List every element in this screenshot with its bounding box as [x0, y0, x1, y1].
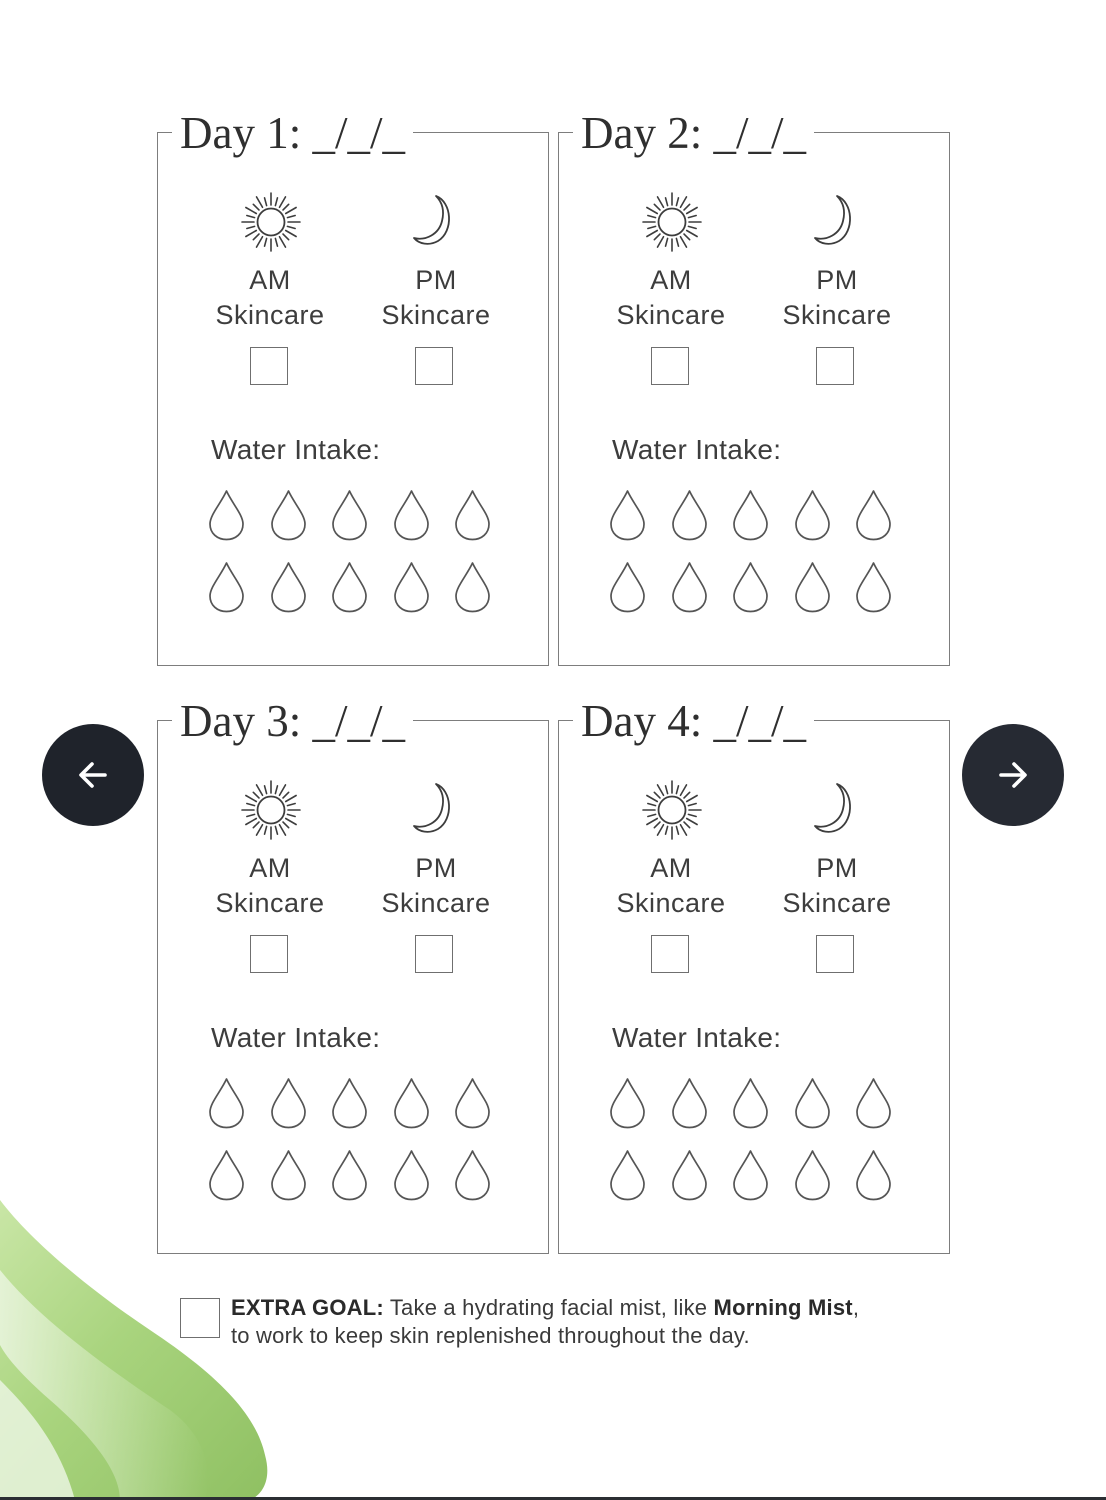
- extra-goal-checkbox[interactable]: [180, 1298, 220, 1338]
- water-drop-icon[interactable]: [393, 1077, 430, 1129]
- sun-icon: [641, 779, 703, 841]
- water-drop-icon[interactable]: [454, 489, 491, 541]
- water-drop-icon[interactable]: [671, 1077, 708, 1129]
- water-drop-icon[interactable]: [270, 1149, 307, 1201]
- arrow-left-icon: [73, 755, 113, 795]
- day-card: [157, 696, 549, 1254]
- am-skincare-checkbox[interactable]: [651, 935, 689, 973]
- water-drop-icon[interactable]: [208, 489, 245, 541]
- moon-icon: [412, 781, 454, 835]
- water-drop-grid: [208, 1077, 498, 1201]
- pm-skincare-checkbox[interactable]: [415, 347, 453, 385]
- next-page-button[interactable]: [962, 724, 1064, 826]
- day-title: Day 2: _/_/_: [573, 107, 814, 159]
- day-card: [157, 108, 549, 666]
- water-drop-icon[interactable]: [454, 1077, 491, 1129]
- pm-skincare-checkbox[interactable]: [816, 347, 854, 385]
- pm-skincare-checkbox[interactable]: [816, 935, 854, 973]
- day-title: Day 3: _/_/_: [172, 695, 413, 747]
- water-drop-icon[interactable]: [270, 1077, 307, 1129]
- water-drop-icon[interactable]: [393, 1149, 430, 1201]
- water-drop-icon[interactable]: [454, 1149, 491, 1201]
- water-drop-icon[interactable]: [331, 1077, 368, 1129]
- day-title: Day 4: _/_/_: [573, 695, 814, 747]
- water-intake-label: Water Intake:: [612, 1022, 782, 1053]
- am-skincare-checkbox[interactable]: [250, 347, 288, 385]
- water-drop-icon[interactable]: [208, 561, 245, 613]
- day-card: [558, 696, 950, 1254]
- water-intake-label: Water Intake:: [211, 1022, 381, 1053]
- water-drop-icon[interactable]: [732, 1149, 769, 1201]
- moon-icon: [813, 781, 855, 835]
- product-name: Morning Mist: [713, 1295, 853, 1320]
- pm-skincare-label: PM Skincare: [782, 853, 892, 918]
- water-drop-grid: [208, 489, 498, 613]
- water-drop-icon[interactable]: [609, 489, 646, 541]
- water-drop-icon[interactable]: [794, 1149, 831, 1201]
- water-drop-grid: [609, 1077, 899, 1201]
- water-drop-icon[interactable]: [794, 489, 831, 541]
- water-drop-icon[interactable]: [331, 489, 368, 541]
- water-drop-icon[interactable]: [855, 1077, 892, 1129]
- am-skincare-checkbox[interactable]: [651, 347, 689, 385]
- moon-icon: [813, 193, 855, 247]
- pm-skincare-label: PM Skincare: [782, 265, 892, 330]
- water-drop-icon[interactable]: [732, 489, 769, 541]
- pm-skincare-checkbox[interactable]: [415, 935, 453, 973]
- water-drop-icon[interactable]: [331, 1149, 368, 1201]
- am-skincare-label: AM Skincare: [215, 853, 325, 918]
- day-card: [558, 108, 950, 666]
- sun-icon: [240, 779, 302, 841]
- water-drop-icon[interactable]: [732, 1077, 769, 1129]
- pm-skincare-label: PM Skincare: [381, 265, 491, 330]
- water-drop-icon[interactable]: [270, 489, 307, 541]
- am-skincare-label: AM Skincare: [616, 853, 726, 918]
- am-skincare-label: AM Skincare: [616, 265, 726, 330]
- previous-page-button[interactable]: [42, 724, 144, 826]
- water-drop-icon[interactable]: [671, 1149, 708, 1201]
- water-drop-icon[interactable]: [855, 1149, 892, 1201]
- extra-goal-text: EXTRA GOAL: Take a hydrating facial mist, like Morning Mist, to work to keep skin replenished throughout the day.: [231, 1295, 860, 1348]
- pm-skincare-label: PM Skincare: [381, 853, 491, 918]
- water-drop-icon[interactable]: [671, 489, 708, 541]
- am-skincare-label: AM Skincare: [215, 265, 325, 330]
- water-drop-icon[interactable]: [208, 1149, 245, 1201]
- water-drop-icon[interactable]: [794, 561, 831, 613]
- water-drop-icon[interactable]: [855, 561, 892, 613]
- water-intake-label: Water Intake:: [211, 434, 381, 465]
- water-drop-grid: [609, 489, 899, 613]
- water-intake-label: Water Intake:: [612, 434, 782, 465]
- water-drop-icon[interactable]: [855, 489, 892, 541]
- water-drop-icon[interactable]: [331, 561, 368, 613]
- day-title: Day 1: _/_/_: [172, 107, 413, 159]
- moon-icon: [412, 193, 454, 247]
- sun-icon: [240, 191, 302, 253]
- water-drop-icon[interactable]: [671, 561, 708, 613]
- extra-goal-label: EXTRA GOAL:: [231, 1295, 384, 1320]
- water-drop-icon[interactable]: [393, 561, 430, 613]
- water-drop-icon[interactable]: [794, 1077, 831, 1129]
- am-skincare-checkbox[interactable]: [250, 935, 288, 973]
- water-drop-icon[interactable]: [393, 489, 430, 541]
- water-drop-icon[interactable]: [454, 561, 491, 613]
- water-drop-icon[interactable]: [609, 561, 646, 613]
- arrow-right-icon: [993, 755, 1033, 795]
- water-drop-icon[interactable]: [208, 1077, 245, 1129]
- water-drop-icon[interactable]: [732, 561, 769, 613]
- water-drop-icon[interactable]: [609, 1077, 646, 1129]
- water-drop-icon[interactable]: [609, 1149, 646, 1201]
- water-drop-icon[interactable]: [270, 561, 307, 613]
- sun-icon: [641, 191, 703, 253]
